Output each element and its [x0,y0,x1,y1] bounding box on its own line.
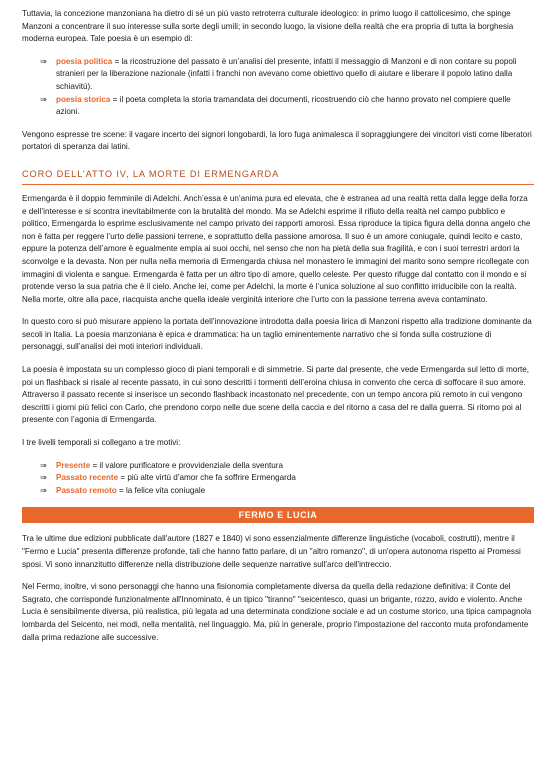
body-paragraph: Nel Fermo, inoltre, vi sono personaggi che hanno una fisionomia completamente diversa da quella della redazione definitiva: il Conte del Sagrato, che corrisponde funzionalmente all'Innominato, è un tipico "tiranno" "seicentesco, quasi un brigante, rozzo, avido e violento. Anche Lucia è sensibilmente diversa, più realistica, più legata ad una determinata condizione sociale e ad un costume storico, una tipica campagnola lombarda del Seicento, nei modi, nella mentalità, nel linguaggio. Ma, più in generale, proprio l'impostazione del racconto muta profondamente dalla prima redazione alle successive. [22,582,532,642]
term-description: = il poeta completa la storia tramandata dei documenti, ricostruendo ciò che hanno provato nel compiere quelle azioni. [56,94,511,117]
arrow-icon: ⇒ [40,56,47,66]
body-paragraph: In questo coro si può misurare appieno la portata dell’innovazione introdotta dalla poesia lirica di Manzoni rispetto alla tradizione dominante da secoli in Italia. La poesia manzoniana è epica e drammatica: ha un taglio eminentemente narrativo che si fonda sulla costruzione di personaggi, sull’analisi dei moti interiori individuali. [22,317,532,352]
list-item [40,94,534,119]
section-heading-fermo: FERMO E LUCIA [22,507,534,523]
list-item [40,460,534,473]
term-label: Presente [56,460,91,470]
body-paragraph: Tra le ultime due edizioni pubblicate dall'autore (1827 e 1840) vi sono essenzialmente differenze linguistiche (vocaboli, costrutti), mentre il "Fermo e Lucia" presenta differenze profonde, tali che hanno fatto parlare, di un "altro romanzo", di un'opera autonoma rispetto ai Promessi sposi. Vi sono innanzitutto differenze nella distribuzione delle sequenze narrative sull'arco dell'intreccio. [22,534,521,569]
poetry-type-list [22,56,534,119]
document-page [22,8,534,654]
term-label: poesia storica [56,94,111,104]
term-label: Passato recente [56,473,119,483]
section-heading-coro [22,164,534,185]
section-title: CORO DELL’ATTO IV, LA MORTE DI ERMENGARDA [22,168,280,179]
arrow-icon: ⇒ [40,473,47,483]
term-description: = la ricostruzione del passato è un’analisi del presente, infatti il messaggio di Manzoni e di non contare su popoli stranieri per la liberazione nazionale (infatti i franchi non avevano come obiettivo quello di aiutare e liberare il popolo latino dalla schiavitù). [56,56,517,91]
scenes-paragraph: Vengono espresse tre scene: il vagare incerto dei signori longobardi, la loro fuga animalesca il sopraggiungere dei vincitori visti come liberatori portatori di speranza dai latini. [22,129,532,152]
time-levels-list [22,460,534,498]
body-paragraph: I tre livelli temporali si collegano a tre motivi: [22,438,181,448]
list-item [40,56,534,94]
body-paragraph: Ermengarda è il doppio femminile di Adelchi. Anch’essa è un’anima pura ed elevata, che è estranea ad una realtà retta dalla legge della forza e dell’interesse e si scontra inevitabilmente con la brutalità del mondo. Ma se Adelchi esprime il rifiuto della realtà nel campo pubblico e politico, Ermengarda lo esprime esclusivamente nel campo privato dei rapporti amorosi. Essa riproduce la tipica figura della donna angelo che non è fatta per reggere l’urto delle passioni terrene, e soprattutto della passione amorosa. Il suo è un amore coniugale, quindi lecito e casto, eppure la potenza dell’amore è egualmente empia ai suoi occhi, nel senso che non ha pietà della sua fragilità, e con i suoi terrestri ardori la sconvolge e la devasta. Non per nulla nella memoria di Ermengarda chiusa nel monastero le immagini del marito sono sempre ricollegate con immagini di violenta e sangue. Ermengarda è fatta per un altro tipo di amore, quello celeste. Per questo rifugge dal contatto con il mondo e si protende verso la sua patria che è il cielo. Anche lei, come per Adelchi, la morte è l’unica soluzione al suo conflitto irriducibile con la realtà. Nella morte, oltre alla pace, riacquista anche quella ideale verginità interiore che l’urto con la passione terrena aveva contaminato. [22,193,531,304]
term-label: Passato remoto [56,485,117,495]
body-paragraph: La poesia è impostata su un complesso gioco di piani temporali e di simmetrie. Si parte dal presente, che vede Ermengarda sul letto di morte, poi un flashback si risale al recente passato, in cui sono descritti i tormenti dell’eroina chiusa in convento che cerca di soffocare il suo amore. Attraverso il passato recente si inserisce un secondo flashback incastonato nel precedente, con un tempo ancora più remoto in cui vengono descritti i giorni più felici con Carlo, che prendono corpo nelle due scene della caccia e del ritorno a casa del re dalla guerra. Si ritorno poi al presente con l’agonia di Ermengarda. [22,365,530,425]
arrow-icon: ⇒ [40,485,47,495]
list-item [40,472,534,485]
term-label: poesia politica [56,56,113,66]
term-description: = il valore purificatore e provvidenziale della sventura [90,460,283,470]
intro-paragraph: Tuttavia, la concezione manzoniana ha dietro di sé un più vasto retroterra culturale ideologico: in primo luogo il cattolicesimo, che spinge Manzoni a concentrare il suo interesse sulla sorte degli umili; in secondo luogo, la visione della realtà che era propria di tutta la borghesia moderna europea. Tale poesia è un esempio di: [22,9,514,44]
arrow-icon: ⇒ [40,94,47,104]
list-item [40,485,534,498]
term-description: = più alte virtù d’amor che fa soffrire Ermengarda [118,473,296,483]
arrow-icon: ⇒ [40,460,47,470]
term-description: = la felice vita coniugale [116,485,206,495]
